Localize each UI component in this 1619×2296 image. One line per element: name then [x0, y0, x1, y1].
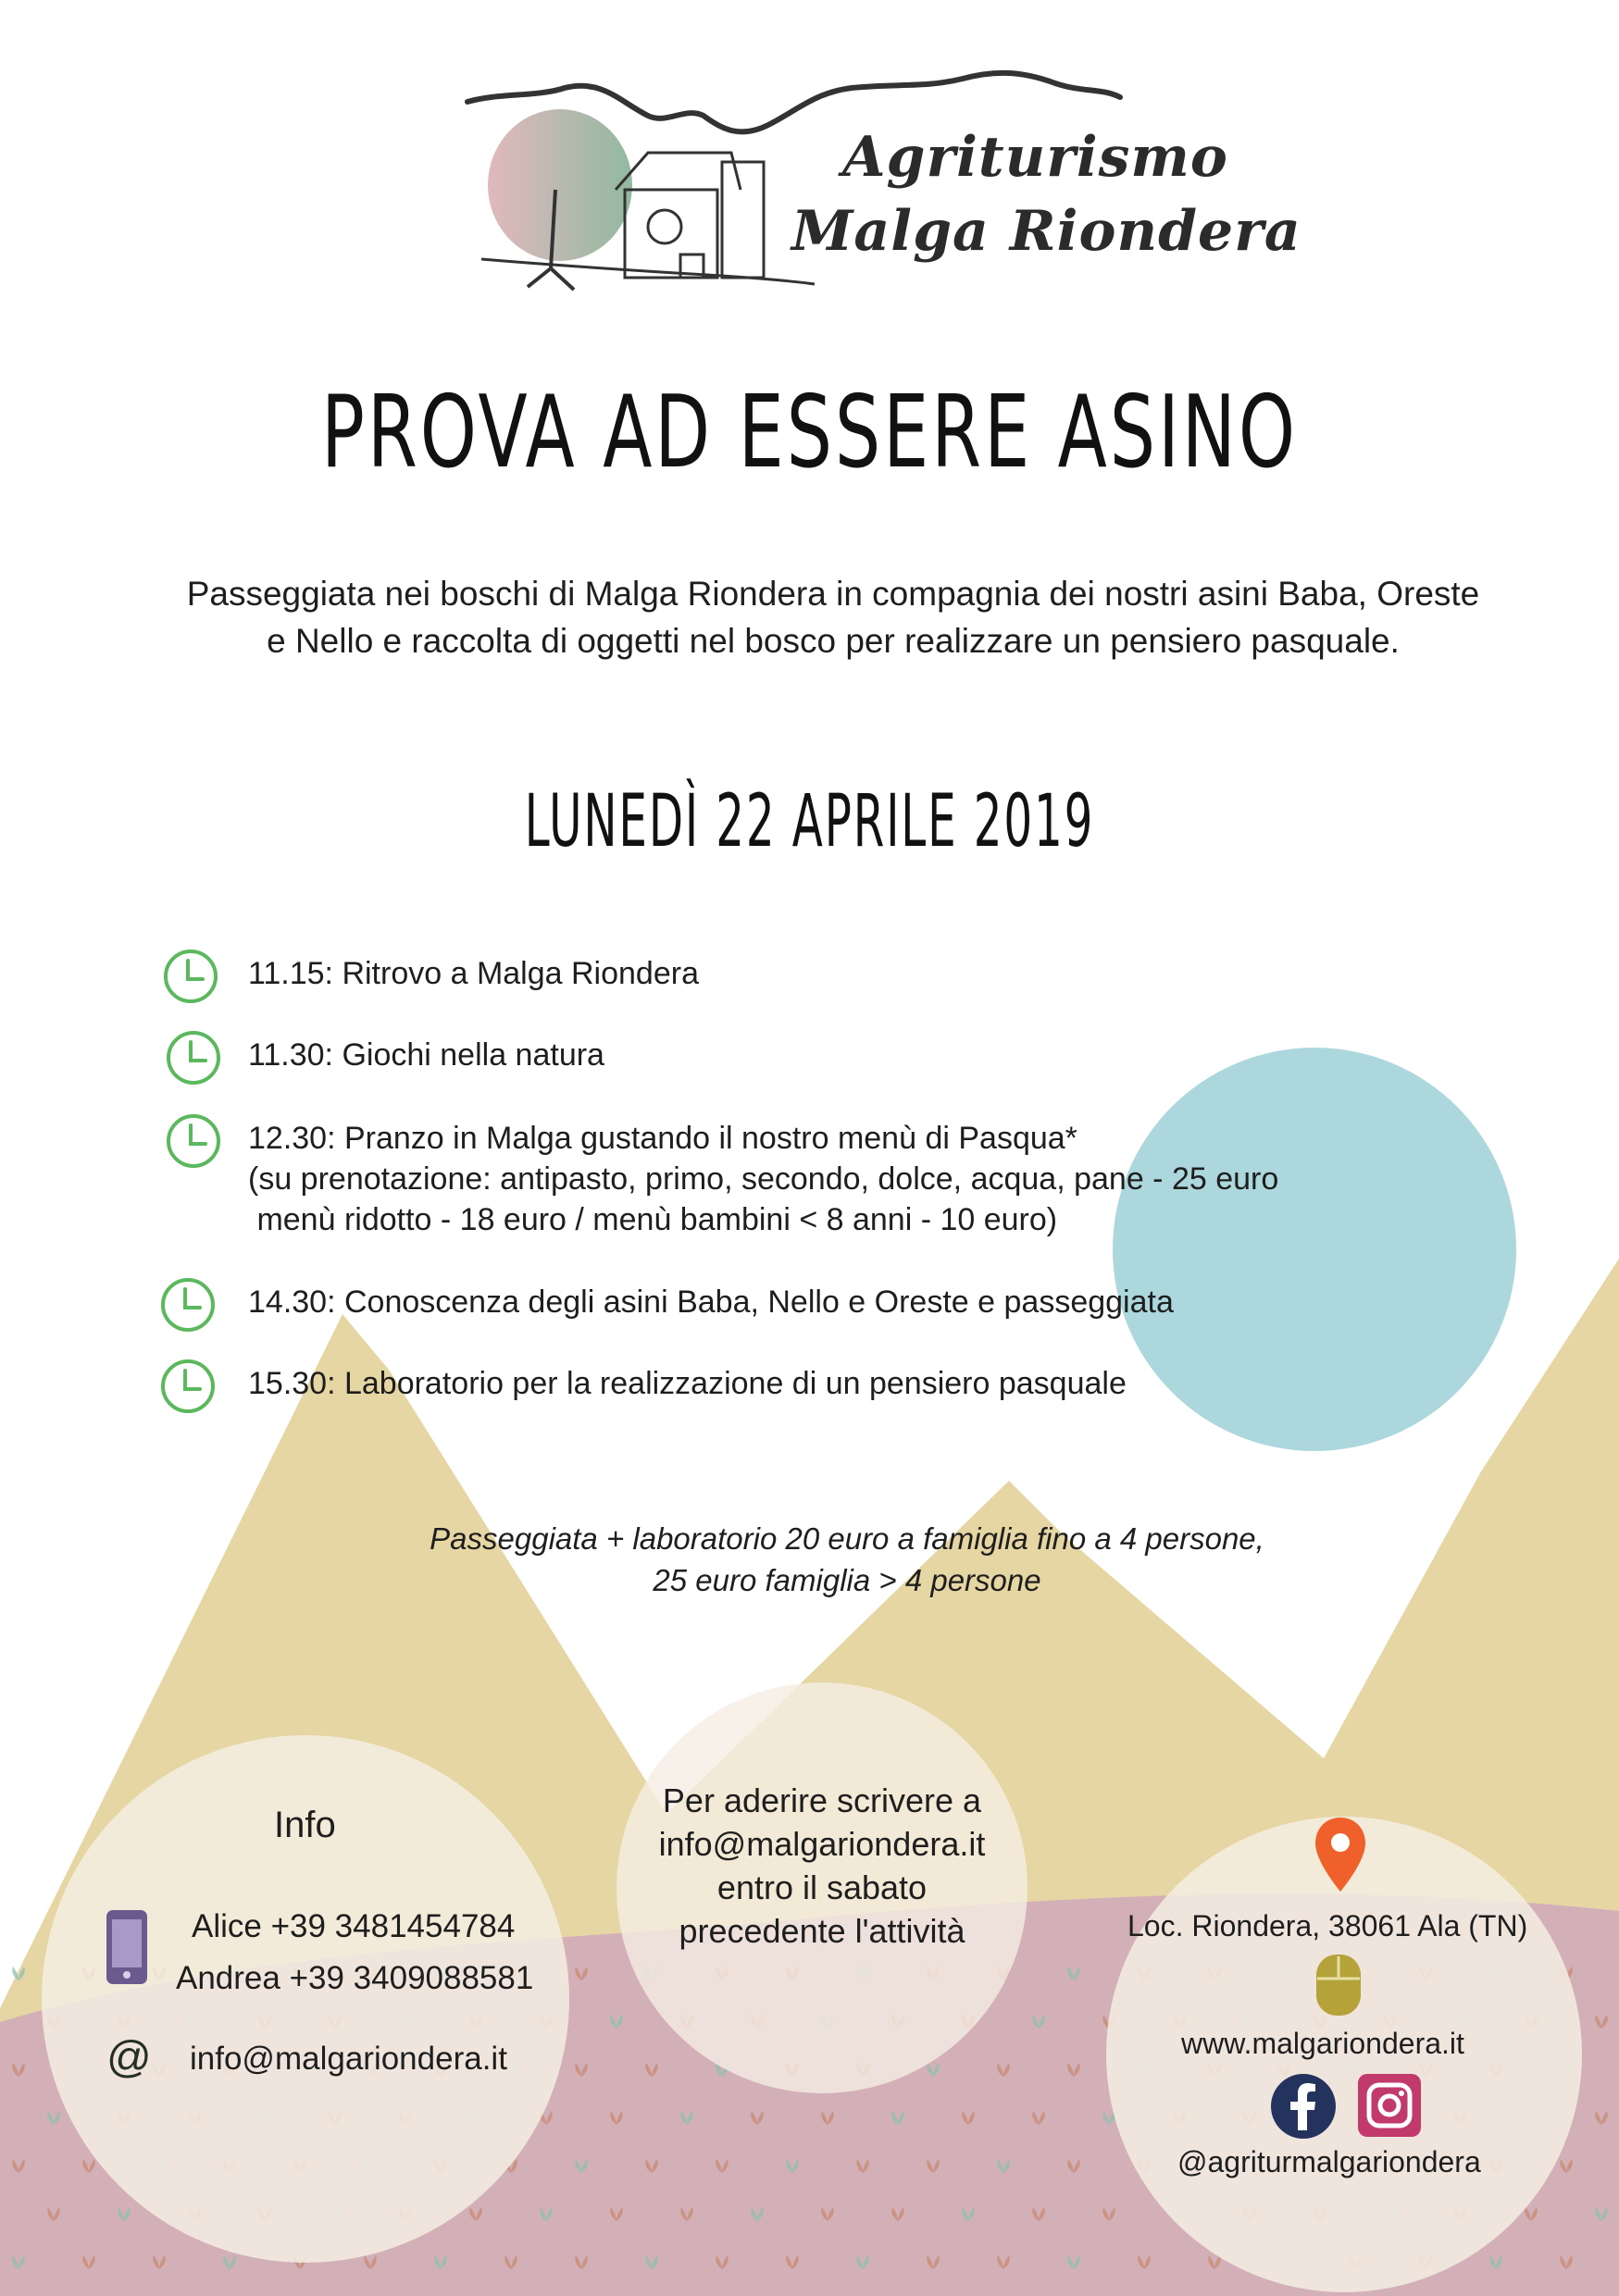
signup-text: [637, 1779, 1007, 1953]
price-line-1: Passeggiata + laboratorio 20 euro a famiglia fino a 4 persone,: [430, 1521, 1264, 1556]
intro-paragraph: Passeggiata nei boschi di Malga Riondera in compagnia dei nostri asini Baba, Oreste e Nello e raccolta di oggetti nel bosco per realizzare un pensiero pasquale.: [186, 575, 1480, 660]
price-line-2: 25 euro famiglia > 4 persone: [653, 1563, 1041, 1597]
page-title: PROVA AD ESSERE ASINO: [321, 375, 1298, 490]
clock-icon: [165, 1029, 222, 1086]
contact-address: Loc. Riondera, 38061 Ala (TN): [1127, 1909, 1528, 1942]
price-note: [278, 1518, 1416, 1601]
schedule-item: 11.15: Ritrovo a Malga Riondera: [248, 956, 699, 991]
brand-line-2: Malga Riondera: [791, 199, 1301, 264]
facebook-icon[interactable]: [1270, 2073, 1337, 2140]
phone-andrea[interactable]: Andrea +39 3409088581: [176, 1960, 534, 1996]
schedule-item: 15.30: Laboratorio per la realizzazione di un pensiero pasquale: [248, 1366, 1127, 1401]
signup-line-3: entro il sabato: [716, 1868, 928, 1906]
instagram-icon[interactable]: [1357, 2073, 1422, 2138]
contact-website[interactable]: www.malgariondera.it: [1181, 2027, 1464, 2060]
location-pin-icon: [1313, 1816, 1368, 1893]
info-heading: Info: [274, 1805, 336, 1845]
clock-icon: [162, 948, 219, 1005]
clock-icon: [159, 1276, 217, 1334]
signup-line-1: Per aderire scrivere a: [662, 1781, 982, 1819]
schedule-item: 14.30: Conoscenza degli asini Baba, Nello e Oreste e passeggiata: [248, 1285, 1174, 1320]
email-icon: @: [106, 2033, 152, 2082]
schedule-item: 12.30: Pranzo in Malga gustando il nostro menù di Pasqua*: [248, 1121, 1077, 1156]
phone-alice[interactable]: Alice +39 3481454784: [192, 1908, 516, 1944]
schedule-item-detail: (su prenotazione: antipasto, primo, secondo, dolce, acqua, pane - 25 euro: [248, 1161, 1279, 1197]
phone-icon: [105, 1908, 149, 1986]
clock-icon: [159, 1358, 217, 1415]
schedule-item: 11.30: Giochi nella natura: [248, 1037, 604, 1073]
contact-social-handle[interactable]: @agriturmalgariondera: [1177, 2145, 1481, 2178]
sun-circle: [1113, 1048, 1516, 1451]
logo: [463, 51, 1301, 319]
signup-line-4: precedente l'attività: [679, 1912, 965, 1950]
brand-line-1: Agriturismo: [842, 125, 1228, 190]
signup-email[interactable]: info@malgariondera.it: [658, 1825, 986, 1863]
schedule-item-detail: menù ridotto - 18 euro / menù bambini < 8 anni - 10 euro): [248, 1202, 1058, 1237]
event-date: LUNEDÌ 22 APRILE 2019: [524, 780, 1095, 863]
mouse-icon: [1314, 1953, 1363, 2017]
info-email[interactable]: info@malgariondera.it: [190, 2041, 507, 2077]
clock-icon: [165, 1112, 222, 1170]
